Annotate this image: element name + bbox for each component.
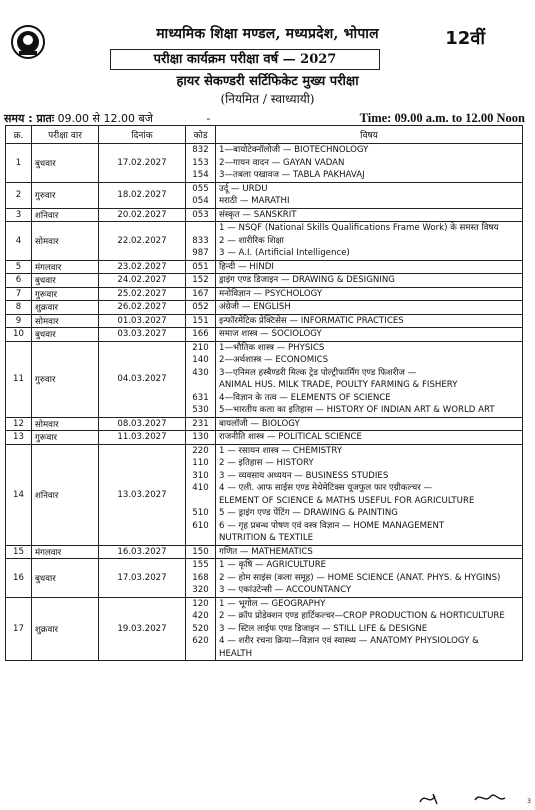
subject-cell: [216, 597, 523, 661]
code-cell: [186, 144, 216, 183]
subject-line: 1 — कृषि — AGRICULTURE: [219, 560, 327, 570]
subject-code: 833: [192, 235, 209, 246]
code-cell: [186, 301, 216, 315]
date-cell: 17.03.2027: [99, 559, 186, 598]
time-english: Time: 09.00 a.m. to 12.00 Noon: [359, 111, 525, 125]
subject-line: NUTRITION & TEXTILE: [219, 533, 314, 543]
serial-cell: 10: [6, 328, 32, 342]
subject-code: 430: [192, 367, 209, 378]
date-cell: 03.03.2027: [99, 328, 186, 342]
subject-code: 152: [192, 275, 209, 285]
serial-cell: 6: [6, 274, 32, 288]
day-cell: सोमवार: [32, 222, 99, 261]
exam-schedule-table: [5, 125, 523, 661]
subject-line: 5 — ड्राइंग एण्ड पेंटिंग — DRAWING & PAINTING: [219, 508, 398, 518]
subject-line: इन्फॉरमेटिक प्रेक्टिसेस — INFORMATIC PRACTICES: [219, 315, 404, 326]
date-cell: 20.02.2027: [99, 208, 186, 222]
subject-cell: [216, 301, 523, 315]
subject-line: 6 — गृह प्रबन्ध पोषण एवं वस्त्र विज्ञान — HOME MANAGEMENT: [219, 520, 445, 531]
exam-mode: (नियमित / स्वाध्यायी): [220, 92, 315, 106]
subject-cell: [216, 444, 523, 545]
subject-code: 054: [192, 196, 209, 206]
day-cell: बुधवार: [32, 144, 99, 183]
column-header-subject: विषय: [216, 126, 523, 144]
board-name: माध्यमिक शिक्षा मण्डल, मध्यप्रदेश, भोपाल: [156, 26, 379, 42]
subject-code: 150: [192, 546, 209, 557]
subject-code: 510: [192, 508, 209, 518]
subject-code: 051: [192, 261, 209, 272]
subject-line: 1—बायोटेक्नॉलोजी — BIOTECHNOLOGY: [219, 145, 369, 155]
time-hindi-dash: -: [206, 112, 211, 125]
subject-cell: [216, 222, 523, 261]
subject-line: मनोविज्ञान — PSYCHOLOGY: [219, 288, 323, 299]
date-cell: 08.03.2027: [99, 417, 186, 431]
serial-cell: 14: [6, 444, 32, 545]
subject-line: ANIMAL HUS. MILK TRADE, POULTY FARMING & FISHERY: [219, 380, 458, 390]
code-cell: [186, 545, 216, 559]
column-header-code: कोड: [186, 126, 216, 144]
code-cell: [186, 182, 216, 208]
exam-name: हायर सेकण्डरी सर्टिफिकेट मुख्य परीक्षा: [176, 74, 359, 89]
date-cell: 18.02.2027: [99, 182, 186, 208]
table-row: [6, 417, 523, 431]
subject-cell: [216, 287, 523, 301]
table-row: [6, 597, 523, 661]
subject-line: अंग्रेजी — ENGLISH: [219, 302, 291, 312]
table-row: [6, 444, 523, 545]
subject-cell: [216, 260, 523, 274]
table-row: [6, 274, 523, 288]
subject-line: गणित — MATHEMATICS: [219, 546, 313, 557]
table-row: [6, 314, 523, 328]
table-row: [6, 144, 523, 183]
subject-line: 3 — स्टिल लाईफ एण्ड डिजाइन — STILL LIFE & DESIGNE: [219, 623, 428, 634]
serial-cell: 1: [6, 144, 32, 183]
subject-line: 2—अर्थशास्त्र — ECONOMICS: [219, 355, 329, 365]
code-cell: [186, 444, 216, 545]
subject-code: [186, 495, 215, 508]
serial-cell: 15: [6, 545, 32, 559]
date-cell: 01.03.2027: [99, 314, 186, 328]
day-cell: शनिवार: [32, 208, 99, 222]
serial-cell: 11: [6, 341, 32, 417]
serial-cell: 7: [6, 287, 32, 301]
time-hindi-label: समय : प्रातः: [4, 112, 55, 125]
subject-code: 987: [192, 248, 209, 258]
subject-code: 155: [192, 560, 209, 570]
subject-cell: [216, 559, 523, 598]
date-cell: 22.02.2027: [99, 222, 186, 261]
serial-cell: 13: [6, 431, 32, 445]
table-row: [6, 301, 523, 315]
subject-cell: [216, 182, 523, 208]
subject-line: 3 — एकांउटेन्सी — ACCOUNTANCY: [219, 585, 352, 595]
subject-line: उर्दू — URDU: [219, 183, 268, 194]
subject-code: 620: [192, 636, 209, 646]
subject-cell: [216, 545, 523, 559]
code-cell: [186, 260, 216, 274]
code-cell: [186, 431, 216, 445]
date-cell: 19.03.2027: [99, 597, 186, 661]
subject-cell: [216, 431, 523, 445]
table-row: [6, 545, 523, 559]
subject-line: 3 — A.I. (Artificial Intelligence): [219, 248, 350, 258]
subject-code: 120: [192, 598, 209, 609]
column-header-serial: क्र.: [6, 126, 32, 144]
code-cell: [186, 208, 216, 222]
date-cell: 13.03.2027: [99, 444, 186, 545]
subject-line: ELEMENT OF SCIENCE & MATHS USEFUL FOR AGRICULTURE: [219, 495, 475, 506]
day-cell: गुरूवार: [32, 287, 99, 301]
code-cell: [186, 222, 216, 261]
table-row: [6, 328, 523, 342]
serial-cell: 5: [6, 260, 32, 274]
subject-code: [186, 648, 215, 661]
subject-code: 110: [192, 458, 209, 468]
day-cell: बुधवार: [32, 328, 99, 342]
subject-line: राजनीति शास्त्र — POLITICAL SCIENCE: [219, 432, 362, 442]
serial-cell: 3: [6, 208, 32, 222]
serial-cell: 12: [6, 417, 32, 431]
table-row: [6, 208, 523, 222]
subject-line: 4 — एली. आफ साईस एण्ड मेथेमेटिक्स यूजफुल फार एग्रीकल्चर —: [219, 483, 433, 493]
date-cell: 24.02.2027: [99, 274, 186, 288]
date-cell: 16.03.2027: [99, 545, 186, 559]
day-cell: शनिवार: [32, 444, 99, 545]
time-hindi: [4, 111, 210, 126]
day-cell: शुक्रवार: [32, 597, 99, 661]
subject-code: 410: [192, 483, 209, 493]
subject-code: 520: [192, 623, 209, 634]
subject-cell: [216, 314, 523, 328]
date-cell: 25.02.2027: [99, 287, 186, 301]
subject-code: 631: [192, 392, 209, 403]
day-cell: बुधवार: [32, 559, 99, 598]
subject-line: हिन्दी — HINDI: [219, 261, 274, 272]
table-row: [6, 341, 523, 417]
serial-cell: 8: [6, 301, 32, 315]
date-cell: 17.02.2027: [99, 144, 186, 183]
table-row: [6, 559, 523, 598]
subject-cell: [216, 341, 523, 417]
subject-code: 167: [192, 288, 209, 299]
class-label: 12वीं: [445, 28, 485, 49]
subject-line: 2—गायन वादन — GAYAN VADAN: [219, 157, 345, 168]
code-cell: [186, 287, 216, 301]
code-cell: [186, 274, 216, 288]
column-header-date: दिनांक: [99, 126, 186, 144]
serial-cell: 4: [6, 222, 32, 261]
program-title: परीक्षा कार्यक्रम परीक्षा वर्ष — 2027: [110, 49, 380, 70]
subject-line: 5—भारतीय कला का इतिहास — HISTORY OF INDIAN ART & WORLD ART: [219, 405, 495, 415]
day-cell: सोमवार: [32, 417, 99, 431]
subject-code: 168: [192, 572, 209, 583]
subject-line: 3 — व्यवसाय अध्ययन — BUSINESS STUDIES: [219, 470, 389, 481]
subject-cell: [216, 328, 523, 342]
code-cell: [186, 597, 216, 661]
day-cell: मंगलवार: [32, 260, 99, 274]
date-cell: 04.03.2027: [99, 341, 186, 417]
day-cell: गुरुवार: [32, 182, 99, 208]
subject-code: 151: [192, 315, 209, 326]
subject-code: 310: [192, 470, 209, 481]
day-cell: गुरुवार: [32, 341, 99, 417]
column-header-day: परीक्षा वार: [32, 126, 99, 144]
subject-line: 1 — रसायन शास्त्र — CHEMISTRY: [219, 445, 342, 456]
date-cell: 26.02.2027: [99, 301, 186, 315]
day-cell: सोमवार: [32, 314, 99, 328]
day-cell: मंगलवार: [32, 545, 99, 559]
code-cell: [186, 559, 216, 598]
code-cell: [186, 328, 216, 342]
table-row: [6, 222, 523, 261]
subject-code: 053: [192, 209, 209, 220]
table-header-row: [6, 126, 523, 144]
subject-line: बायलॉजी — BIOLOGY: [219, 418, 300, 429]
date-cell: 11.03.2027: [99, 431, 186, 445]
subject-line: ड्राइंग एण्ड डिजाइन — DRAWING & DESIGNING: [219, 275, 395, 285]
code-cell: [186, 341, 216, 417]
subject-code: 320: [192, 585, 209, 595]
subject-line: 1—भौतिक शास्त्र — PHYSICS: [219, 342, 325, 353]
subject-line: HEALTH: [219, 648, 253, 659]
subject-cell: [216, 144, 523, 183]
subject-code: 832: [192, 145, 209, 155]
subject-code: [186, 379, 215, 392]
table-row: [6, 287, 523, 301]
serial-cell: 9: [6, 314, 32, 328]
subject-line: संस्कृत — SANSKRIT: [219, 209, 297, 220]
subject-code: [186, 532, 215, 545]
serial-cell: 17: [6, 597, 32, 661]
subject-code: [186, 222, 215, 235]
code-cell: [186, 417, 216, 431]
subject-line: 3—तबला पखावज — TABLA PAKHAVAJ: [219, 170, 365, 180]
day-cell: शुक्रवार: [32, 301, 99, 315]
subject-line: 4—विज्ञान के तत्व — ELEMENTS OF SCIENCE: [219, 392, 391, 403]
subject-line: 2 — इतिहास — HISTORY: [219, 458, 314, 468]
subject-code: 130: [192, 432, 209, 442]
subject-line: 3—एनिमल हस्बैण्डरी मिल्क ट्रेड पोल्ट्रीफार्मिंग एण्ड फिशरीज —: [219, 367, 417, 378]
table-row: [6, 182, 523, 208]
subject-cell: [216, 208, 523, 222]
subject-cell: [216, 417, 523, 431]
subject-code: 140: [192, 355, 209, 365]
subject-line: 4 — शरीर रचना क्रिया—विज्ञान एवं स्वास्थ्य — ANATOMY PHYSIOLOGY &: [219, 636, 479, 646]
serial-cell: 2: [6, 182, 32, 208]
time-hindi-value: 09.00 से 12.00 बजे: [57, 112, 153, 125]
subject-code: 231: [192, 418, 209, 429]
subject-code: 154: [192, 170, 209, 180]
page-mark: 3: [527, 798, 531, 805]
subject-code: 530: [192, 405, 209, 415]
subject-code: 153: [192, 157, 209, 168]
subject-line: मराठी — MARATHI: [219, 196, 290, 206]
subject-code: 420: [192, 611, 209, 621]
signature-mark: [415, 788, 515, 808]
subject-line: 2 — होम साइंस (कला समूह) — HOME SCIENCE (ANAT. PHYS. & HYGINS): [219, 572, 501, 583]
table-row: [6, 260, 523, 274]
subject-code: 052: [192, 302, 209, 312]
subject-code: 220: [192, 445, 209, 456]
subject-code: 210: [192, 342, 209, 353]
subject-line: समाज शास्त्र — SOCIOLOGY: [219, 329, 322, 339]
subject-line: 2 — क्रॉप प्रोडेक्शन एण्ड हार्टिकल्चर—CROP PRODUCTION & HORTICULTURE: [219, 611, 505, 621]
subject-line: 1 — NSQF (National Skills Qualifications Frame Work) के समस्त विषय: [219, 223, 499, 233]
day-cell: गुरूवार: [32, 431, 99, 445]
day-cell: बुधवार: [32, 274, 99, 288]
subject-line: 1 — भूगोल — GEOGRAPHY: [219, 598, 326, 609]
table-row: [6, 431, 523, 445]
subject-code: 610: [192, 520, 209, 531]
serial-cell: 16: [6, 559, 32, 598]
subject-code: 055: [192, 183, 209, 194]
subject-code: 166: [192, 329, 209, 339]
subject-cell: [216, 274, 523, 288]
date-cell: 23.02.2027: [99, 260, 186, 274]
code-cell: [186, 314, 216, 328]
subject-line: 2 — शारीरिक शिक्षा: [219, 235, 284, 246]
